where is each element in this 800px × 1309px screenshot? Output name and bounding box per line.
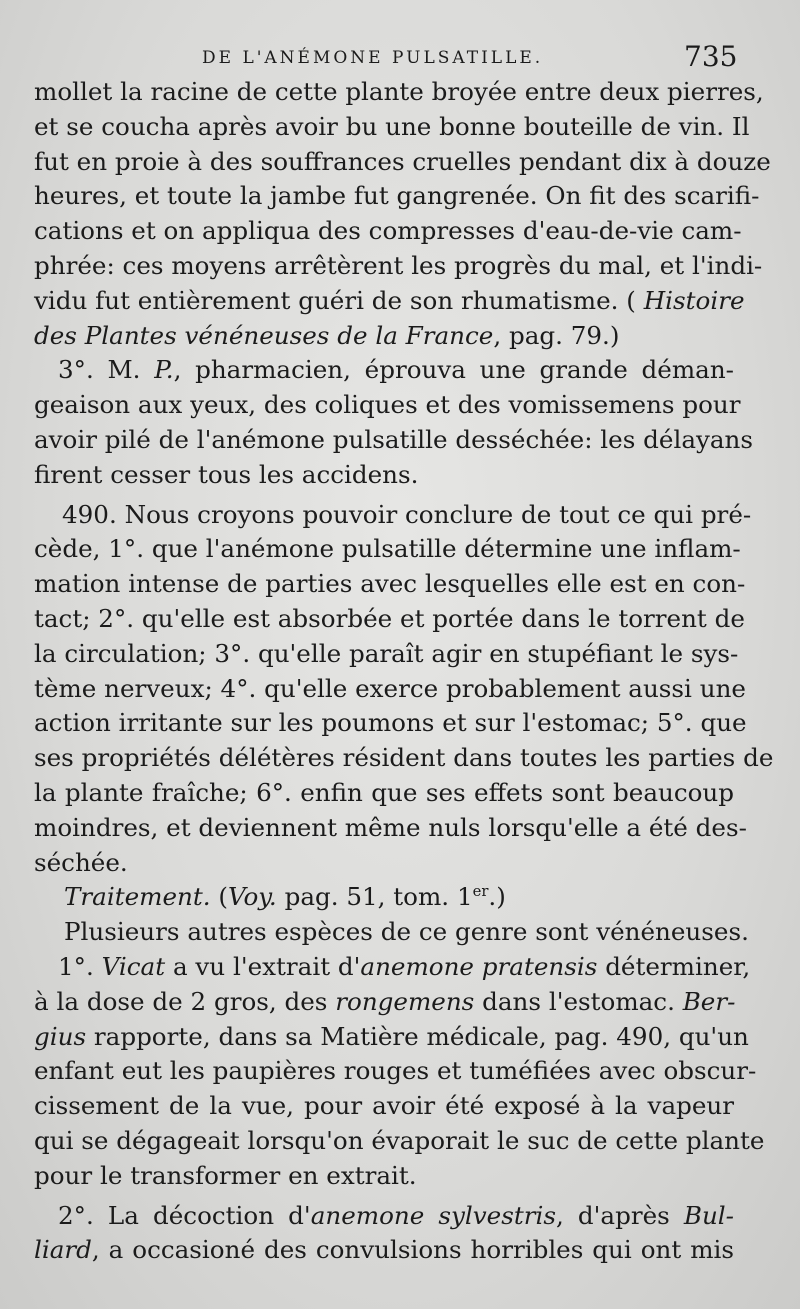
- text-line: firent cesser tous les accidens.: [34, 459, 419, 489]
- text-line: mollet la racine de cette plante broyée entre deux pierres,: [34, 77, 764, 106]
- traitement-line: Traitement. (Voy. pag. 51, tom. 1er.): [64, 882, 506, 912]
- text-line: qui se dégageait lorsqu'on évaporait le suc de cette plante: [34, 1125, 765, 1155]
- running-title: DE L'ANÉMONE PULSATILLE.: [202, 48, 544, 68]
- text-line: Plusieurs autres espèces de ce genre sont vénéneuses.: [64, 917, 749, 947]
- text-line: tact; 2°. qu'elle est absorbée et portée dans le torrent de: [34, 603, 745, 633]
- text-line: avoir pilé de l'anémone pulsatille desséchée: les délayans: [34, 424, 753, 454]
- text-line: mation intense de parties avec lesquelles elle est en con-: [34, 569, 746, 599]
- text-line: moindres, et deviennent même nuls lorsqu'elle a été des-: [34, 812, 747, 842]
- page-header: [0, 40, 800, 80]
- citation-italic: des Plantes vénéneuses de la France: [34, 320, 494, 350]
- text-line: et se coucha après avoir bu une bonne bouteille de vin. Il: [34, 111, 750, 141]
- text-line: cissement de la vue, pour avoir été exposé à la vapeur: [34, 1091, 734, 1121]
- text-line: cède, 1°. que l'anémone pulsatille détermine une inflam-: [34, 534, 741, 564]
- text-line: heures, et toute la jambe fut gangrenée. On fit des scarifi-: [34, 181, 760, 211]
- text-line: 3°. M. P., pharmacien, éprouva une grande déman-: [58, 355, 734, 385]
- text-line: action irritante sur les poumons et sur l'estomac; 5°. que: [34, 708, 747, 738]
- text-line: vidu fut entièrement guéri de son rhumatisme. ( Histoire: [34, 285, 745, 315]
- citation-italic: Histoire: [643, 285, 745, 315]
- text-line: pour le transformer en extrait.: [34, 1160, 417, 1190]
- text-line: geaison aux yeux, des coliques et des vomissemens pour: [34, 390, 741, 420]
- text-line: tème nerveux; 4°. qu'elle exerce probablement aussi une: [34, 673, 746, 703]
- text-line: à la dose de 2 gros, des rongemens dans l'estomac. Ber-: [34, 986, 736, 1016]
- text-line: la circulation; 3°. qu'elle paraît agir en stupéfiant le sys-: [34, 638, 739, 668]
- paragraph-490-start: 490. Nous croyons pouvoir conclure de tout ce qui pré-: [62, 499, 752, 529]
- text-line: gius rapporte, dans sa Matière médicale, pag. 490, qu'un: [34, 1021, 749, 1051]
- text-line: 2°. La décoction d'anemone sylvestris, d'après Bul-: [58, 1200, 734, 1230]
- text-line: liard, a occasioné des convulsions horribles qui ont mis: [34, 1235, 734, 1265]
- page-number: 735: [684, 40, 738, 73]
- text-line: fut en proie à des souffrances cruelles pendant dix à douze: [34, 146, 771, 176]
- text-line: séchée.: [34, 847, 128, 877]
- text-line: enfant eut les paupières rouges et tuméfiées avec obscur-: [34, 1056, 757, 1086]
- text-line: ses propriétés délétères résident dans toutes les parties de: [34, 743, 774, 773]
- text-line: la plante fraîche; 6°. enfin que ses effets sont beaucoup: [34, 777, 734, 807]
- text-line: 1°. Vicat a vu l'extrait d'anemone pratensis déterminer,: [58, 951, 751, 981]
- body-text: [34, 75, 774, 1268]
- text-line: phrée: ces moyens arrêtèrent les progrès du mal, et l'indi-: [34, 250, 763, 280]
- text-line: cations et on appliqua des compresses d'eau-de-vie cam-: [34, 216, 742, 246]
- text-line: des Plantes vénéneuses de la France, pag. 79.): [34, 320, 620, 350]
